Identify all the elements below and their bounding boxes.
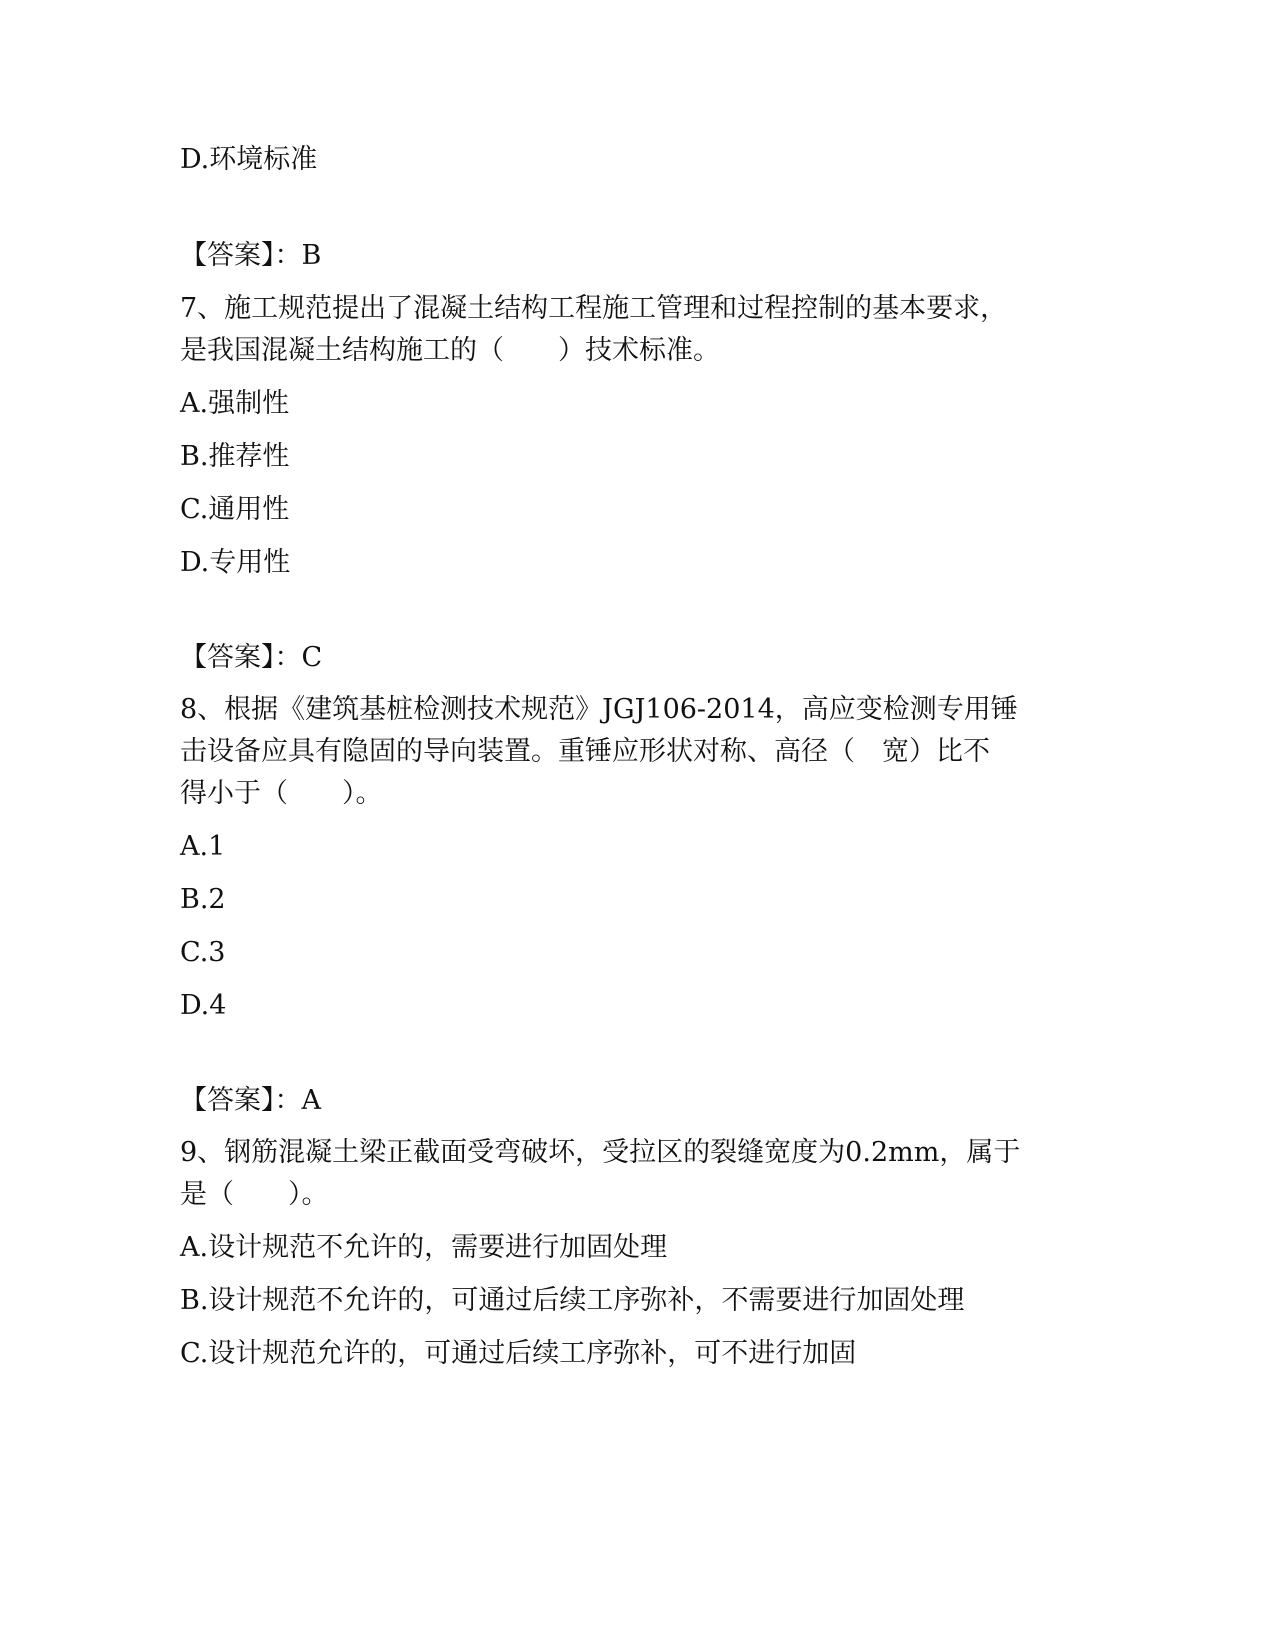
q7-option-d: D.专用性 bbox=[180, 547, 291, 578]
q7-answer: 【答案】：C bbox=[180, 642, 323, 673]
q8-option-b: B.2 bbox=[180, 884, 226, 915]
q7-option-b: B.推荐性 bbox=[180, 441, 290, 472]
q8-option-d: D.4 bbox=[180, 990, 227, 1021]
q9-stem-line1: 9、钢筋混凝土梁正截面受弯破坏，受拉区的裂缝宽度为0.2mm，属于 bbox=[180, 1137, 1021, 1168]
q7-stem-line1: 7、施工规范提出了混凝土结构工程施工管理和过程控制的基本要求， bbox=[180, 293, 1008, 324]
q8-stem-line2: 击设备应具有隐固的导向装置。重锤应形状对称、高径（ 宽）比不 bbox=[180, 736, 990, 767]
q8-option-c: C.3 bbox=[180, 937, 226, 968]
q9-stem-line2: 是（ ）。 bbox=[180, 1179, 329, 1210]
q8-answer: 【答案】：A bbox=[180, 1085, 321, 1116]
q7-option-c: C.通用性 bbox=[180, 494, 290, 525]
q9-option-b: B.设计规范不允许的，可通过后续工序弥补，不需要进行加固处理 bbox=[180, 1285, 965, 1316]
q6-option-d: D.环境标准 bbox=[180, 144, 318, 175]
q8-option-a: A.1 bbox=[180, 831, 226, 862]
q8-stem-line3: 得小于（ ）。 bbox=[180, 778, 383, 809]
q9-option-c: C.设计规范允许的，可通过后续工序弥补，可不进行加固 bbox=[180, 1338, 857, 1369]
q9-option-a: A.设计规范不允许的，需要进行加固处理 bbox=[180, 1232, 668, 1263]
q6-answer: 【答案】：B bbox=[180, 240, 322, 271]
q7-option-a: A.强制性 bbox=[180, 388, 290, 419]
q8-stem-line1: 8、根据《建筑基桩检测技术规范》JGJ106-2014，高应变检测专用锤 bbox=[180, 694, 1018, 725]
q7-stem-line2: 是我国混凝土结构施工的（ ）技术标准。 bbox=[180, 335, 720, 366]
